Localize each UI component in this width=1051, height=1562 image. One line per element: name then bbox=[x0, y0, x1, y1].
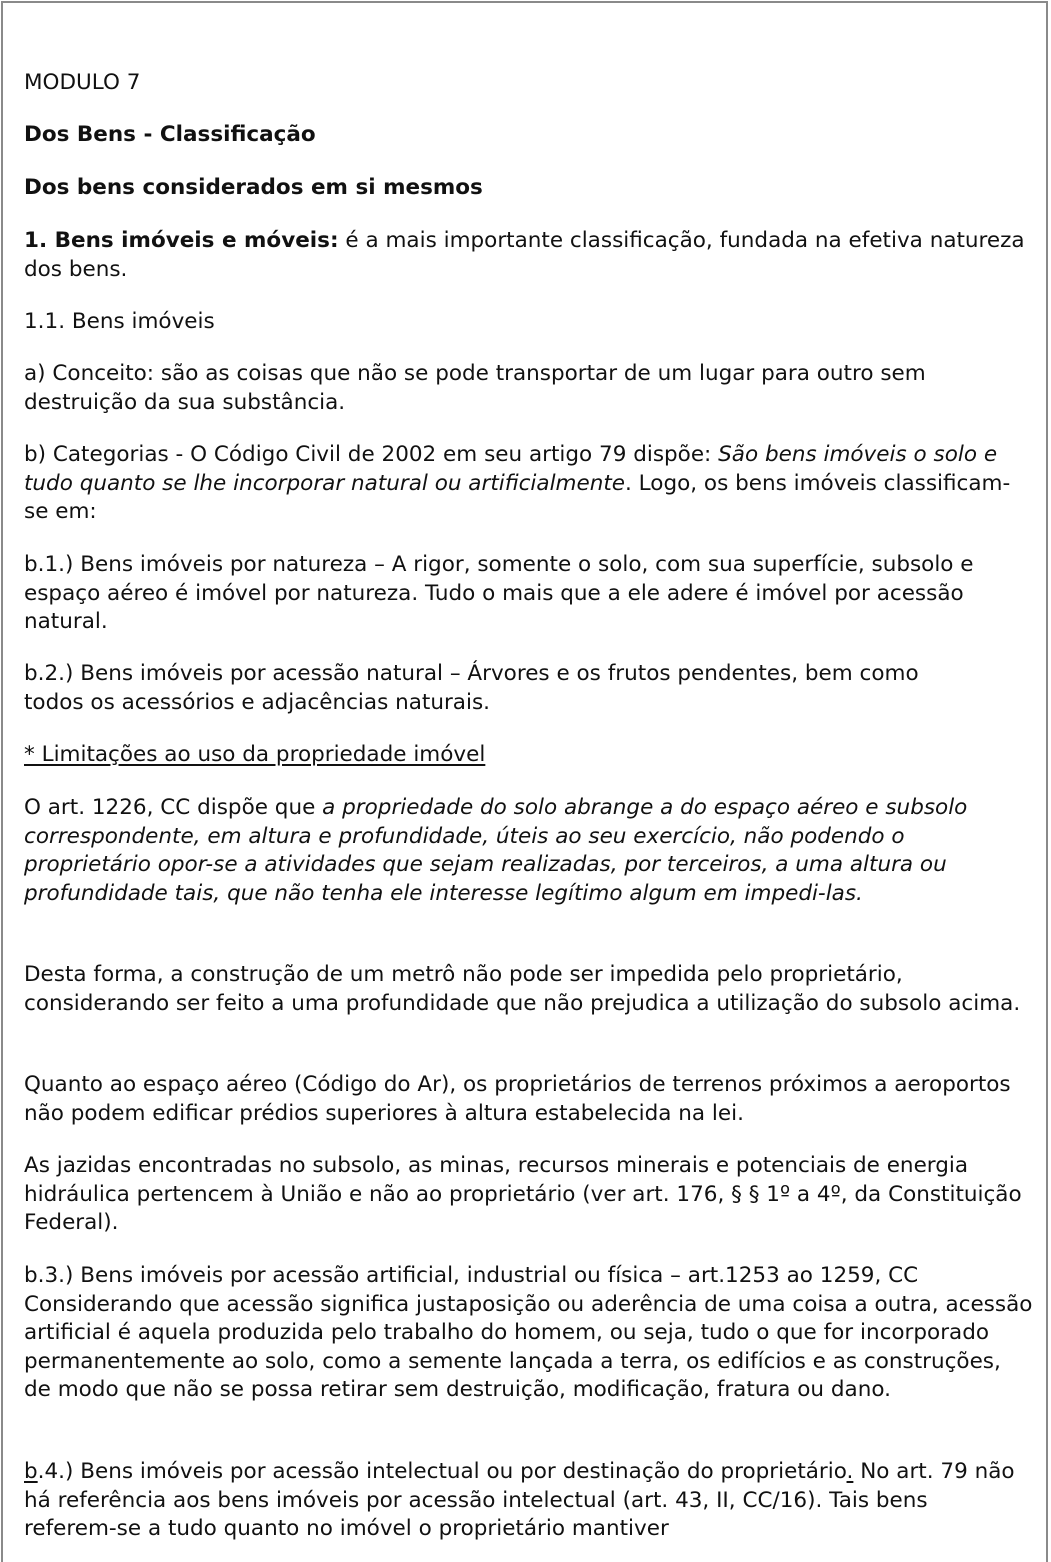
section-subtitle: Dos bens considerados em si mesmos bbox=[24, 175, 483, 200]
document-page bbox=[1, 1, 1048, 1562]
paragraph-1 bbox=[24, 227, 1034, 284]
module-label: MODULO 7 bbox=[24, 70, 141, 95]
paragraph-4-text-2: . Logo, os bens imóveis classificam-se em: bbox=[24, 470, 1011, 525]
paragraph-1-lead: 1. Bens imóveis e móveis: bbox=[24, 228, 339, 253]
paragraph-10: Quanto ao espaço aéreo (Código do Ar), os proprietários de terrenos próximos a aeroportos não podem edificar prédios superiores à altura estabelecida na lei. bbox=[24, 1072, 1011, 1126]
paragraph-13-underlined-letter: b bbox=[24, 1459, 38, 1484]
paragraph-13-text-2: No art. 79 não há referência aos bens imóveis por acessão intelectual (art. 43, II, CC/16). Tais bens referem-se a tudo quanto no imóvel o proprietário mantiver bbox=[24, 1459, 1015, 1542]
paragraph-4-text-1: b) Categorias - O Código Civil de 2002 em seu artigo 79 dispõe: bbox=[24, 442, 719, 467]
paragraph-8-quote: a propriedade do solo abrange a do espaço aéreo e subsolo correspondente, em altura e profundidade, úteis ao seu exercício, não podendo o proprietário opor-se a atividades que sejam realizadas, por terceiros, a uma altura ou profundidade tais, que não tenha ele interesse legítimo algum em impedi-las. bbox=[24, 795, 968, 906]
paragraph-7: * Limitações ao uso da propriedade imóvel bbox=[24, 742, 486, 767]
paragraph-13 bbox=[24, 1458, 1024, 1544]
page-title: Dos Bens - Classificação bbox=[24, 122, 316, 147]
paragraph-9: Desta forma, a construção de um metrô não pode ser impedida pelo proprietário, considerando ser feito a uma profundidade que não prejudica a utilização do subsolo acima. bbox=[24, 962, 1021, 1016]
paragraph-3: a) Conceito: são as coisas que não se pode transportar de um lugar para outro sem destruição da sua substância. bbox=[24, 361, 926, 415]
paragraph-8 bbox=[24, 794, 1034, 908]
paragraph-11: As jazidas encontradas no subsolo, as minas, recursos minerais e potenciais de energia hidráulica pertencem à União e não ao proprietário (ver art. 176, § § 1º a 4º, da Constituição Federal). bbox=[24, 1153, 1022, 1236]
paragraph-1-text: é a mais importante classificação, fundada na efetiva natureza dos bens. bbox=[24, 228, 1025, 282]
paragraph-6: b.2.) Bens imóveis por acessão natural – Árvores e os frutos pendentes, bem como todos os acessórios e adjacências naturais. bbox=[24, 661, 919, 715]
paragraph-13-underlined-period: . bbox=[846, 1459, 854, 1484]
paragraph-4-quote: São bens imóveis o solo e tudo quanto se lhe incorporar natural ou artificialmente bbox=[24, 442, 998, 496]
paragraph-5: b.1.) Bens imóveis por natureza – A rigor, somente o solo, com sua superfície, subsolo e espaço aéreo é imóvel por natureza. Tudo o mais que a ele adere é imóvel por acessão natural. bbox=[24, 552, 974, 635]
paragraph-8-text: O art. 1226, CC dispõe que bbox=[24, 795, 323, 820]
paragraph-13-text-1: .4.) Bens imóveis por acessão intelectual ou por destinação do proprietário bbox=[37, 1459, 847, 1484]
paragraph-4 bbox=[24, 441, 1029, 527]
paragraph-2: 1.1. Bens imóveis bbox=[24, 309, 215, 334]
paragraph-12: b.3.) Bens imóveis por acessão artificial, industrial ou física – art.1253 ao 1259, CC Considerando que acessão significa justaposição ou aderência de uma coisa a outra, acessão artificial é aquela produzida pelo trabalho do homem, ou seja, tudo o que for incorporado permanentemente ao solo, como a semente lançada a terra, os edifícios e as construções, de modo que não se possa retirar sem destruição, modificação, fratura ou dano. bbox=[24, 1263, 1033, 1403]
